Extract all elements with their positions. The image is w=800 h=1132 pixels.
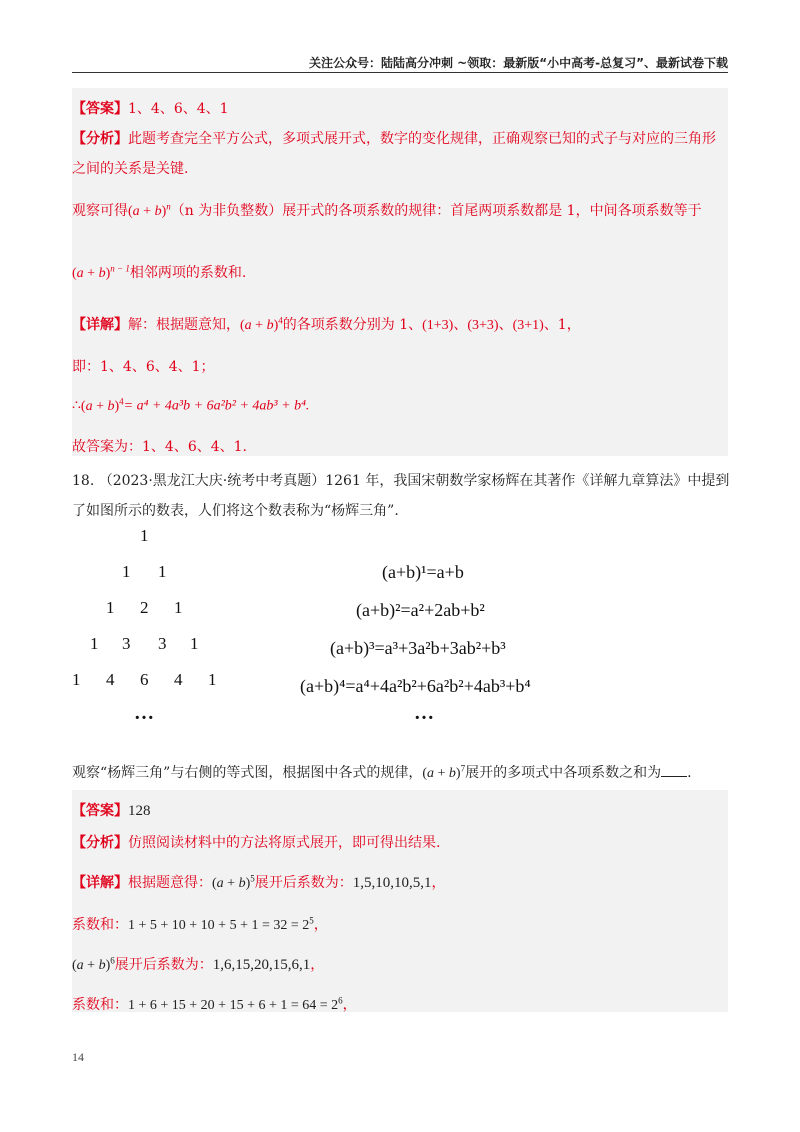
question-end: . (687, 765, 692, 781)
answer-tag-18: 【答案】 (72, 803, 128, 819)
problem-18-line1: 18. （2023·黑龙江大庆·统考中考真题）1261 年，我国宋朝数学家杨辉在其著作《详解九章算法》中提到 (72, 473, 730, 489)
detail-tag: 【详解】 (72, 317, 128, 333)
equation-1: (a+b)¹=a+b (382, 562, 464, 582)
detail-prefix-18: 根据题意得： (128, 875, 212, 891)
answer-blank (661, 764, 687, 777)
analysis-text-18: 仿照阅读材料中的方法将原式展开，即可得出结果. (128, 835, 441, 851)
sum6-exp: 6 (338, 995, 343, 1006)
binomial-7: $(a + b)^7$ (422, 763, 466, 781)
final-answer-17: 故答案为：1、4、6、4、1. (72, 439, 247, 455)
coef5-comma: ， (431, 875, 446, 891)
binomial-5-exp: 5 (250, 873, 255, 884)
sum6-comma: ， (342, 997, 357, 1013)
sum6-label: 系数和： (72, 997, 128, 1013)
equation-2: (a+b)²=a²+2ab+b² (356, 600, 485, 620)
answer-line-17 (72, 98, 229, 118)
binomial-6-exp: 6 (110, 955, 115, 966)
sum6-formula: 1 + 6 + 15 + 20 + 15 + 6 + 1 = 64 = 2 (128, 998, 339, 1013)
analysis-tag-18: 【分析】 (72, 835, 128, 851)
tri-r1-c1: 1 (158, 562, 167, 581)
tri-r4-c1: 4 (106, 670, 115, 689)
sum-1: (1+3) (422, 318, 454, 333)
detail-prefix: 解：根据题意知， (128, 317, 240, 333)
sum5-exp: 5 (309, 915, 314, 926)
tri-r4-c3: 4 (174, 670, 183, 689)
detail-tag-18: 【详解】 (72, 875, 128, 891)
observe-line (72, 200, 702, 220)
observe-paren: （n 为非负整数） (170, 203, 283, 219)
problem-18-line2: 了如图所示的数表，人们将这个数表称为“杨辉三角”. (72, 503, 399, 519)
binomial-n-minus-1-exp: n − 1 (110, 263, 130, 274)
sum-3: (3+1) (512, 318, 544, 333)
analysis-text-1: 此题考查完全平方公式，多项式展开式，数字的变化规律，正确观察已知的式子与对应的三角形 (128, 131, 716, 147)
detail-end: 、1， (543, 317, 581, 333)
sum5-formula: 1 + 5 + 10 + 10 + 5 + 1 = 32 = 2 (128, 918, 310, 933)
tri-r3-c3: 1 (190, 634, 199, 653)
question-prefix: 观察“杨辉三角”与右侧的等式图，根据图中各式的规律， (72, 765, 423, 781)
tri-r1-c0: 1 (122, 562, 131, 581)
sum6-line (72, 994, 357, 1014)
tri-r2-c0: 1 (106, 598, 115, 617)
question-suffix: 展开的多项式中各项系数之和为 (465, 765, 662, 781)
tri-r4-c2: 6 (140, 670, 149, 689)
equation-dots: … (414, 702, 434, 724)
tri-r3-c0: 1 (90, 634, 99, 653)
question-18 (72, 762, 692, 782)
tri-r4-c0: 1 (72, 670, 81, 689)
answer-tag: 【答案】 (72, 101, 128, 117)
coef6-line (72, 954, 324, 974)
answer-text-18: 128 (128, 803, 151, 819)
tri-r3-c2: 3 (158, 634, 167, 653)
page-number: 14 (72, 1050, 84, 1064)
equation-4: (a+b)⁴=a⁴+4a²b²+6a²b²+4ab³+b⁴ (300, 676, 531, 696)
binomial-5: $(a + b)^5$ (212, 873, 255, 891)
binomial-n-exp: n (166, 201, 171, 212)
binomial-4: $(a + b)^4$ (240, 315, 283, 333)
sum5-comma: ， (313, 917, 328, 933)
expansion-line (72, 396, 309, 415)
tri-r4-c4: 1 (208, 670, 217, 689)
tri-r0-c0: 1 (140, 526, 149, 545)
analysis-line-17b (72, 158, 188, 178)
sum5-label: 系数和： (72, 917, 128, 933)
coef6-comma: ， (310, 957, 325, 973)
analysis-line-17a (72, 128, 716, 148)
therefore-symbol: ∴ (72, 397, 81, 414)
solution-block-18 (72, 790, 728, 1012)
observe-prefix: 观察可得 (72, 203, 128, 219)
expansion-formula: = a⁴ + 4a³b + 6a²b² + 4ab³ + b⁴. (123, 398, 310, 414)
analysis-line-18 (72, 832, 440, 852)
tri-r2-c1: 2 (140, 598, 149, 617)
page-header: 关注公众号：陆陆高分冲刺 ~领取：最新版“小中高考-总复习”、最新试卷下载 (309, 56, 728, 70)
ie-line: 即：1、4、6、4、1； (72, 359, 215, 375)
analysis-text-2: 之间的关系是关键. (72, 161, 189, 177)
binomial-7-exp: 7 (460, 763, 466, 774)
coef6-label: 展开后系数为： (114, 957, 213, 973)
sum-2: (3+3) (467, 318, 499, 333)
binomial-n-minus-1: $(a + b)^{n - 1}$ (72, 263, 130, 281)
answer-line-18 (72, 800, 151, 820)
coef6-values: 1,6,15,20,15,6,1 (212, 957, 311, 973)
binomial-4-b: $(a + b)^4$ (80, 396, 124, 414)
tri-r3-c1: 3 (122, 634, 131, 653)
triangle-dots: … (134, 702, 154, 724)
coef5-label: 展开后系数为： (254, 875, 353, 891)
detail-mid: 的各项系数分别为 1、 (282, 317, 423, 333)
binomial-6: $(a + b)^6$ (72, 955, 115, 973)
sum5-line (72, 914, 328, 934)
equation-3: (a+b)³=a³+3a²b+3ab²+b³ (330, 638, 506, 658)
coef5-values: 1,5,10,10,5,1 (352, 875, 432, 891)
adjacent-line (72, 262, 246, 282)
observe-rest: 展开式的各项系数的规律：首尾两项系数都是 1，中间各项系数等于 (282, 203, 702, 219)
tri-r2-c2: 1 (174, 598, 183, 617)
header-divider (72, 72, 728, 73)
detail-line-17: 【详解】解：根据题意知，$(a + b)^4$的各项系数分别为 1、(1+3)、(3+3)、(3+1)、1， (72, 315, 581, 333)
binomial-n: $(a + b)^n$ (128, 201, 171, 219)
adjacent-text: 相邻两项的系数和. (129, 265, 247, 281)
analysis-tag: 【分析】 (72, 131, 128, 147)
detail-line-18 (72, 872, 446, 892)
answer-text: 1、4、6、4、1 (128, 101, 229, 117)
